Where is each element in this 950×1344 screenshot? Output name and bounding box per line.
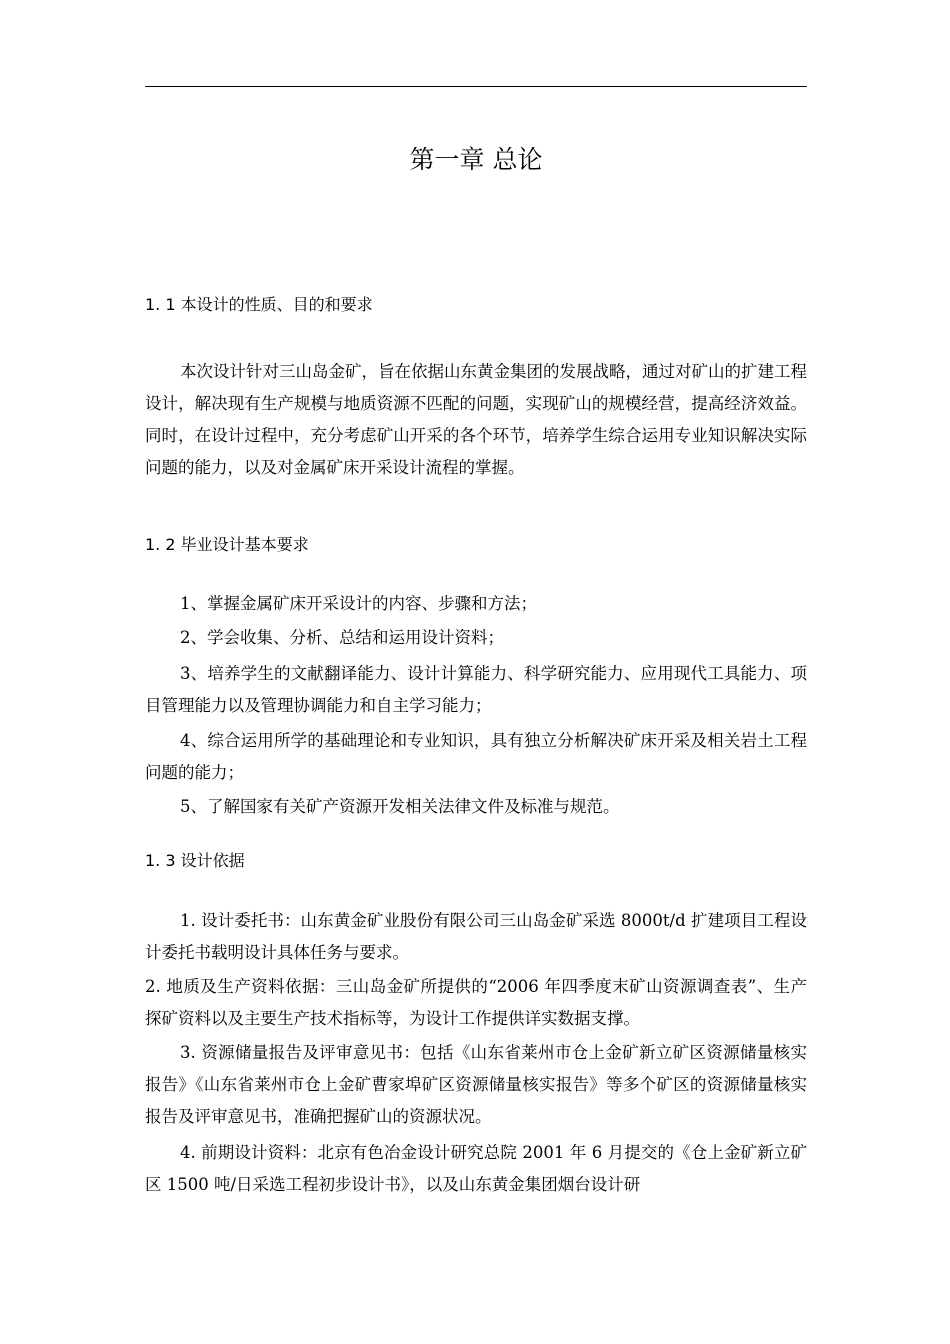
chapter-title: 第一章 总论 [409,145,543,174]
requirement-item-5: 5、了解国家有关矿产资源开发相关法律文件及标准与规范。 [180,797,620,816]
header-rule [145,86,807,87]
requirement-item-3: 3、培养学生的文献翻译能力、设计计算能力、科学研究能力、应用现代工具能力、项目管理能力以及管理协调能力和自主学习能力； [145,664,807,715]
requirement-item-2: 2、学会收集、分析、总结和运用设计资料； [180,628,504,647]
section-1-1-paragraph: 本次设计针对三山岛金矿，旨在依据山东黄金集团的发展战略，通过对矿山的扩建工程设计，解决现有生产规模与地质资源不匹配的问题，实现矿山的规模经营，提高经济效益。同时，在设计过程中，充分考虑矿山开采的各个环节，培养学生综合运用专业知识解决实际问题的能力，以及对金属矿床开采设计流程的掌握。 [145,362,807,477]
basis-item-1: 1. 设计委托书：山东黄金矿业股份有限公司三山岛金矿采选 8000t/d 扩建项目工程设计委托书载明设计具体任务与要求。 [145,911,807,962]
basis-item-2: 2. 地质及生产资料依据：三山岛金矿所提供的“2006 年四季度末矿山资源调查表”、生产探矿资料以及主要生产技术指标等，为设计工作提供详实数据支撑。 [145,977,807,1028]
section-heading-1-2: 1. 2 毕业设计基本要求 [145,535,309,554]
requirement-item-4: 4、综合运用所学的基础理论和专业知识，具有独立分析解决矿床开采及相关岩土工程问题的能力； [145,731,807,782]
section-heading-1-1: 1. 1 本设计的性质、目的和要求 [145,295,373,314]
section-heading-1-3: 1. 3 设计依据 [145,851,245,870]
basis-item-4: 4. 前期设计资料：北京有色冶金设计研究总院 2001 年 6 月提交的《仓上金矿新立矿区 1500 吨/日采选工程初步设计书》，以及山东黄金集团烟台设计研 [145,1143,807,1194]
requirement-item-1: 1、掌握金属矿床开采设计的内容、步骤和方法； [180,594,537,613]
basis-item-3: 3. 资源储量报告及评审意见书：包括《山东省莱州市仓上金矿新立矿区资源储量核实报告》《山东省莱州市仓上金矿曹家埠矿区资源储量核实报告》等多个矿区的资源储量核实报告及评审意见书，准确把握矿山的资源状况。 [145,1043,807,1126]
